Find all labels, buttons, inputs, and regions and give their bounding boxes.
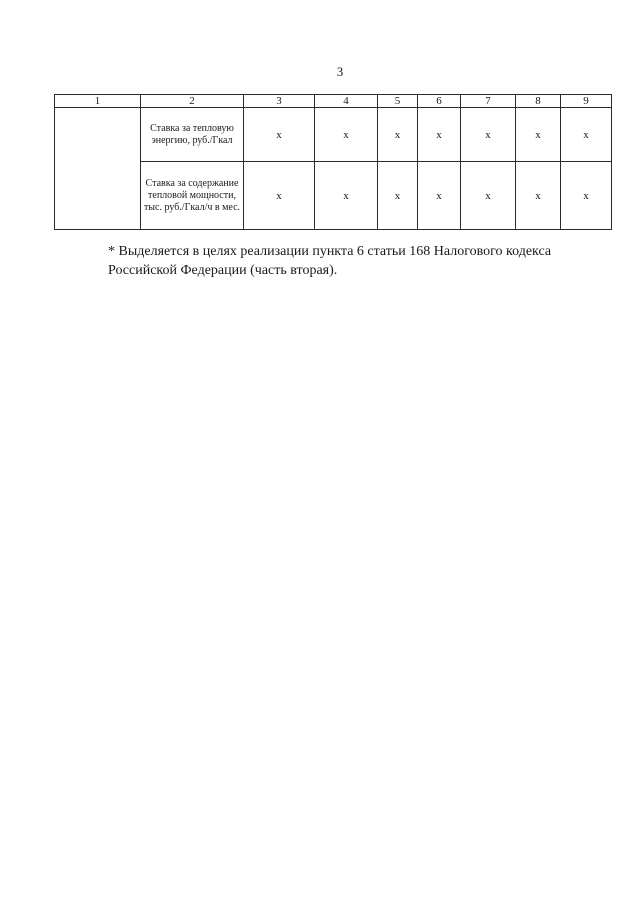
value-cell: x: [378, 162, 418, 230]
footnote: * Выделяется в целях реализации пункта 6 статьи 168 Налогового кодекса Российской Федерации (часть вторая).: [108, 244, 552, 278]
value-cell: x: [315, 162, 378, 230]
value-cell: x: [418, 108, 461, 162]
tariff-table: [54, 94, 612, 230]
value-cell: x: [461, 162, 516, 230]
column-number: 8: [516, 95, 561, 108]
page-number: 3: [336, 64, 344, 79]
column-number: 1: [55, 95, 141, 108]
column-number: 7: [461, 95, 516, 108]
value-cell: x: [561, 108, 612, 162]
value-cell: x: [315, 108, 378, 162]
value-cell: x: [516, 162, 561, 230]
merged-empty-cell: [55, 108, 141, 230]
table-header-row: [55, 95, 612, 108]
column-number: 2: [141, 95, 244, 108]
column-number: 5: [378, 95, 418, 108]
value-cell: x: [516, 108, 561, 162]
value-cell: x: [244, 108, 315, 162]
column-number: 6: [418, 95, 461, 108]
rate-label-heat-capacity: Ставка за содержание тепловой мощности, тыс. руб./Гкал/ч в мес.: [141, 162, 244, 230]
column-number: 9: [561, 95, 612, 108]
value-cell: x: [561, 162, 612, 230]
value-cell: x: [461, 108, 516, 162]
value-cell: x: [378, 108, 418, 162]
table-row: [55, 108, 612, 162]
column-number: 3: [244, 95, 315, 108]
column-number: 4: [315, 95, 378, 108]
value-cell: x: [244, 162, 315, 230]
value-cell: x: [418, 162, 461, 230]
rate-label-heat-energy: Ставка за тепловую энергию, руб./Гкал: [141, 108, 244, 162]
